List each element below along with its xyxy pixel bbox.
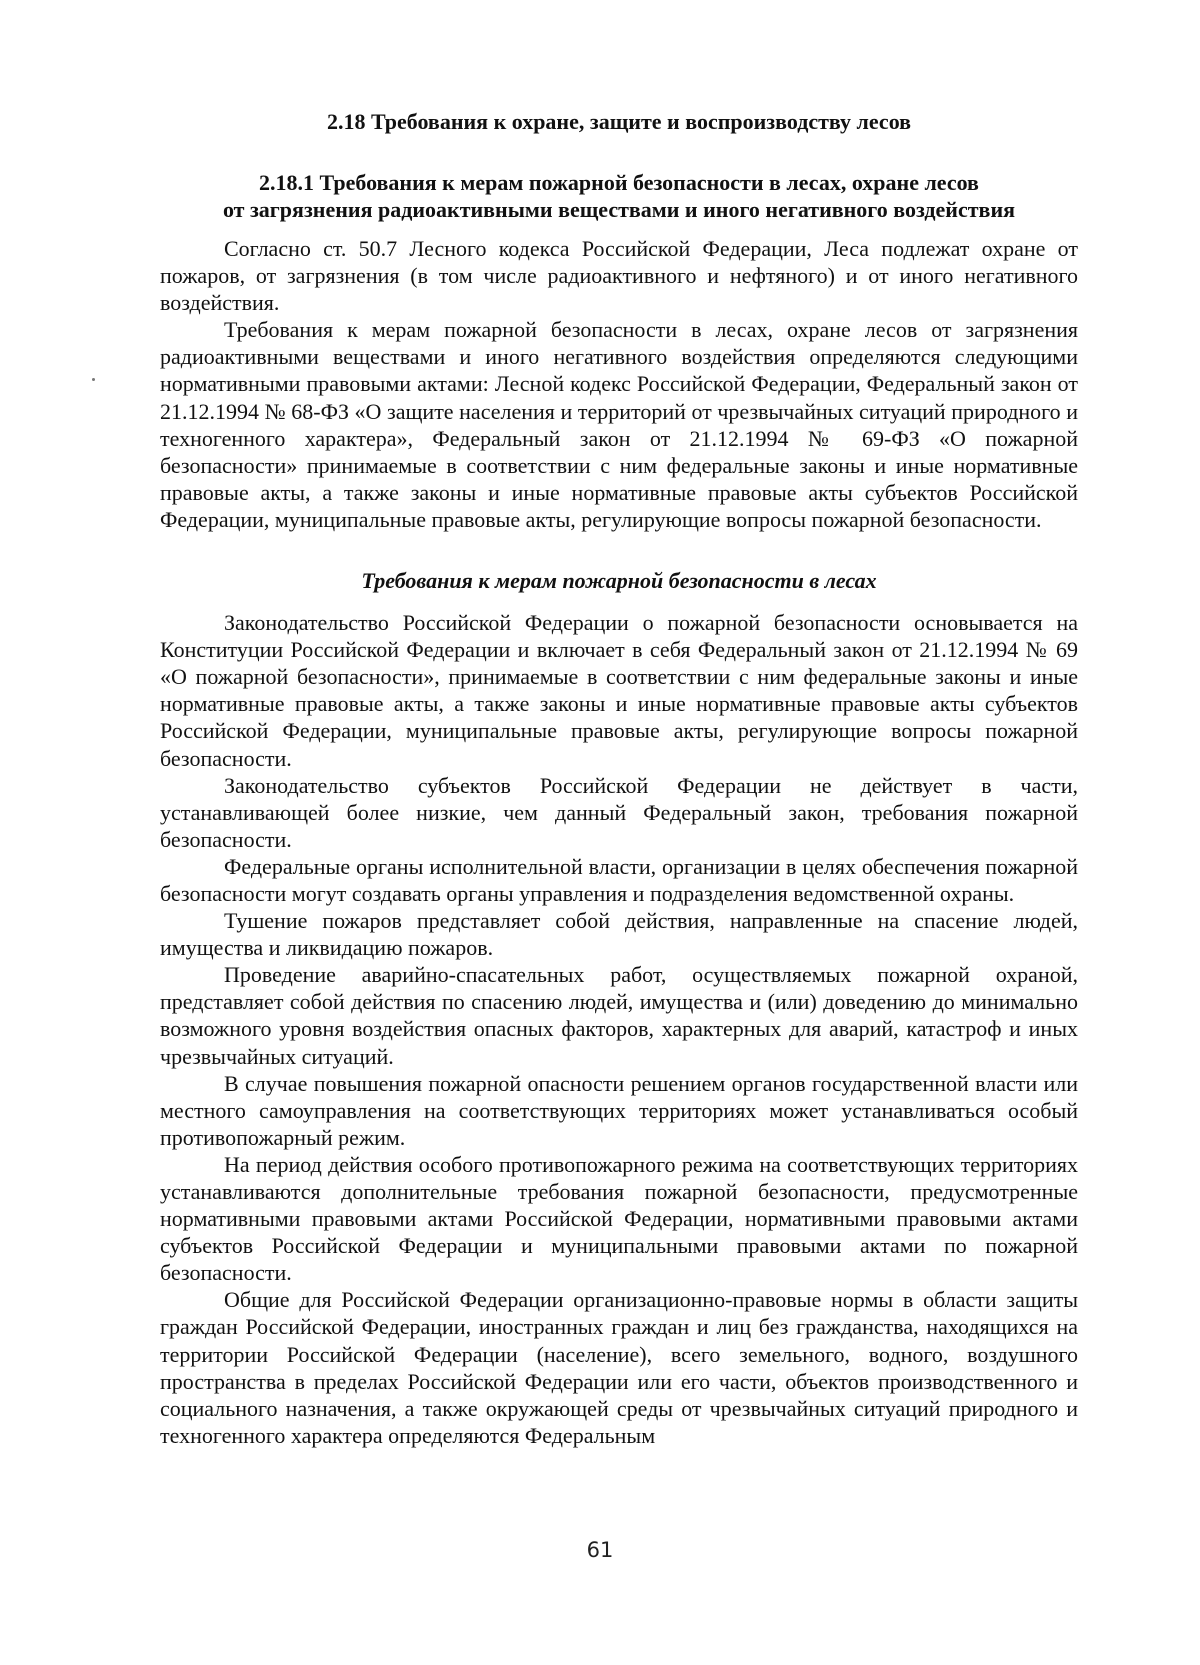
body-paragraph: Проведение аварийно-спасательных работ, осуществляемых пожарной охраной, представляет собой действия по спасению людей, имущества и (или) доведению до минимально возможного уровня воздействия опасных факторов, характерных для аварий, катастроф и иных чрезвычайных ситуаций. bbox=[160, 962, 1078, 1069]
page-number: 61 bbox=[586, 1538, 614, 1562]
body-paragraph: Федеральные органы исполнительной власти, организации в целях обеспечения пожарной безопасности могут создавать органы управления и подразделения ведомственной охраны. bbox=[160, 853, 1078, 906]
body-paragraph: На период действия особого противопожарного режима на соответствующих территориях устанавливаются дополнительные требования пожарной безопасности, предусмотренные нормативными правовыми актами Российской Федерации, нормативными правовыми актами субъектов Российской Федерации и муниципальными правовыми актами по пожарной безопасности. bbox=[160, 1151, 1078, 1286]
italic-heading: Требования к мерам пожарной безопасности в лесах bbox=[361, 568, 877, 594]
intro-paragraph: Согласно ст. 50.7 Лесного кодекса Российской Федерации, Леса подлежат охране от пожаров, от загрязнения (в том числе радиоактивного и нефтяного) и от иного негативного воздействия. bbox=[160, 236, 1078, 316]
body-paragraph: Законодательство субъектов Российской Федерации не действует в части, устанавливающей более низкие, чем данный Федеральный закон, требования пожарной безопасности. bbox=[160, 772, 1078, 852]
scan-speck bbox=[92, 378, 95, 381]
page-content bbox=[160, 108, 1078, 1449]
subsection-title-line-1: 2.18.1 Требования к мерам пожарной безопасности в лесах, охране лесов bbox=[259, 170, 979, 195]
body-paragraph: Тушение пожаров представляет собой действия, направленные на спасение людей, имущества и ликвидацию пожаров. bbox=[160, 908, 1078, 961]
intro-paragraph: Требования к мерам пожарной безопасности в лесах, охране лесов от загрязнения радиоактивными веществами и иного негативного воздействия определяются следующими нормативными правовыми актами: Лесной кодекс Российской Федерации, Федеральный закон от 21.12.1994 № 68-ФЗ «О защите населения и территорий от чрезвычайных ситуаций природного и техногенного характера», Федеральный закон от 21.12.1994 № 69-ФЗ «О пожарной безопасности» принимаемые в соответствии с ним федеральные законы и иные нормативные правовые акты, а также законы и иные нормативные правовые акты субъектов Российской Федерации, муниципальные правовые акты, регулирующие вопросы пожарной безопасности. bbox=[160, 317, 1078, 532]
body-paragraph: Общие для Российской Федерации организационно-правовые нормы в области защиты граждан Российской Федерации, иностранных граждан и лиц без гражданства, находящихся на территории Российской Федерации (население), всего земельного, водного, воздушного пространства в пределах Российской Федерации или его части, объектов производственного и социального назначения, а также окружающей среды от чрезвычайных ситуаций природного и техногенного характера определяются Федеральным bbox=[160, 1287, 1078, 1448]
subsection-title-line-2: от загрязнения радиоактивными веществами и иного негативного воздействия bbox=[222, 197, 1016, 222]
body-paragraph: Законодательство Российской Федерации о пожарной безопасности основывается на Конституции Российской Федерации и включает в себя Федеральный закон от 21.12.1994 № 69 «О пожарной безопасности», принимаемые в соответствии с ним федеральные законы и иные нормативные правовые акты, а также законы и иные нормативные правовые акты субъектов Российской Федерации, муниципальные правовые акты, регулирующие вопросы пожарной безопасности. bbox=[160, 610, 1078, 771]
body-paragraph: В случае повышения пожарной опасности решением органов государственной власти или местного самоуправления на соответствующих территориях может устанавливаться особый противопожарный режим. bbox=[160, 1070, 1078, 1150]
section-title: 2.18 Требования к охране, защите и воспроизводству лесов bbox=[326, 109, 912, 134]
subsection-title bbox=[160, 169, 1078, 223]
